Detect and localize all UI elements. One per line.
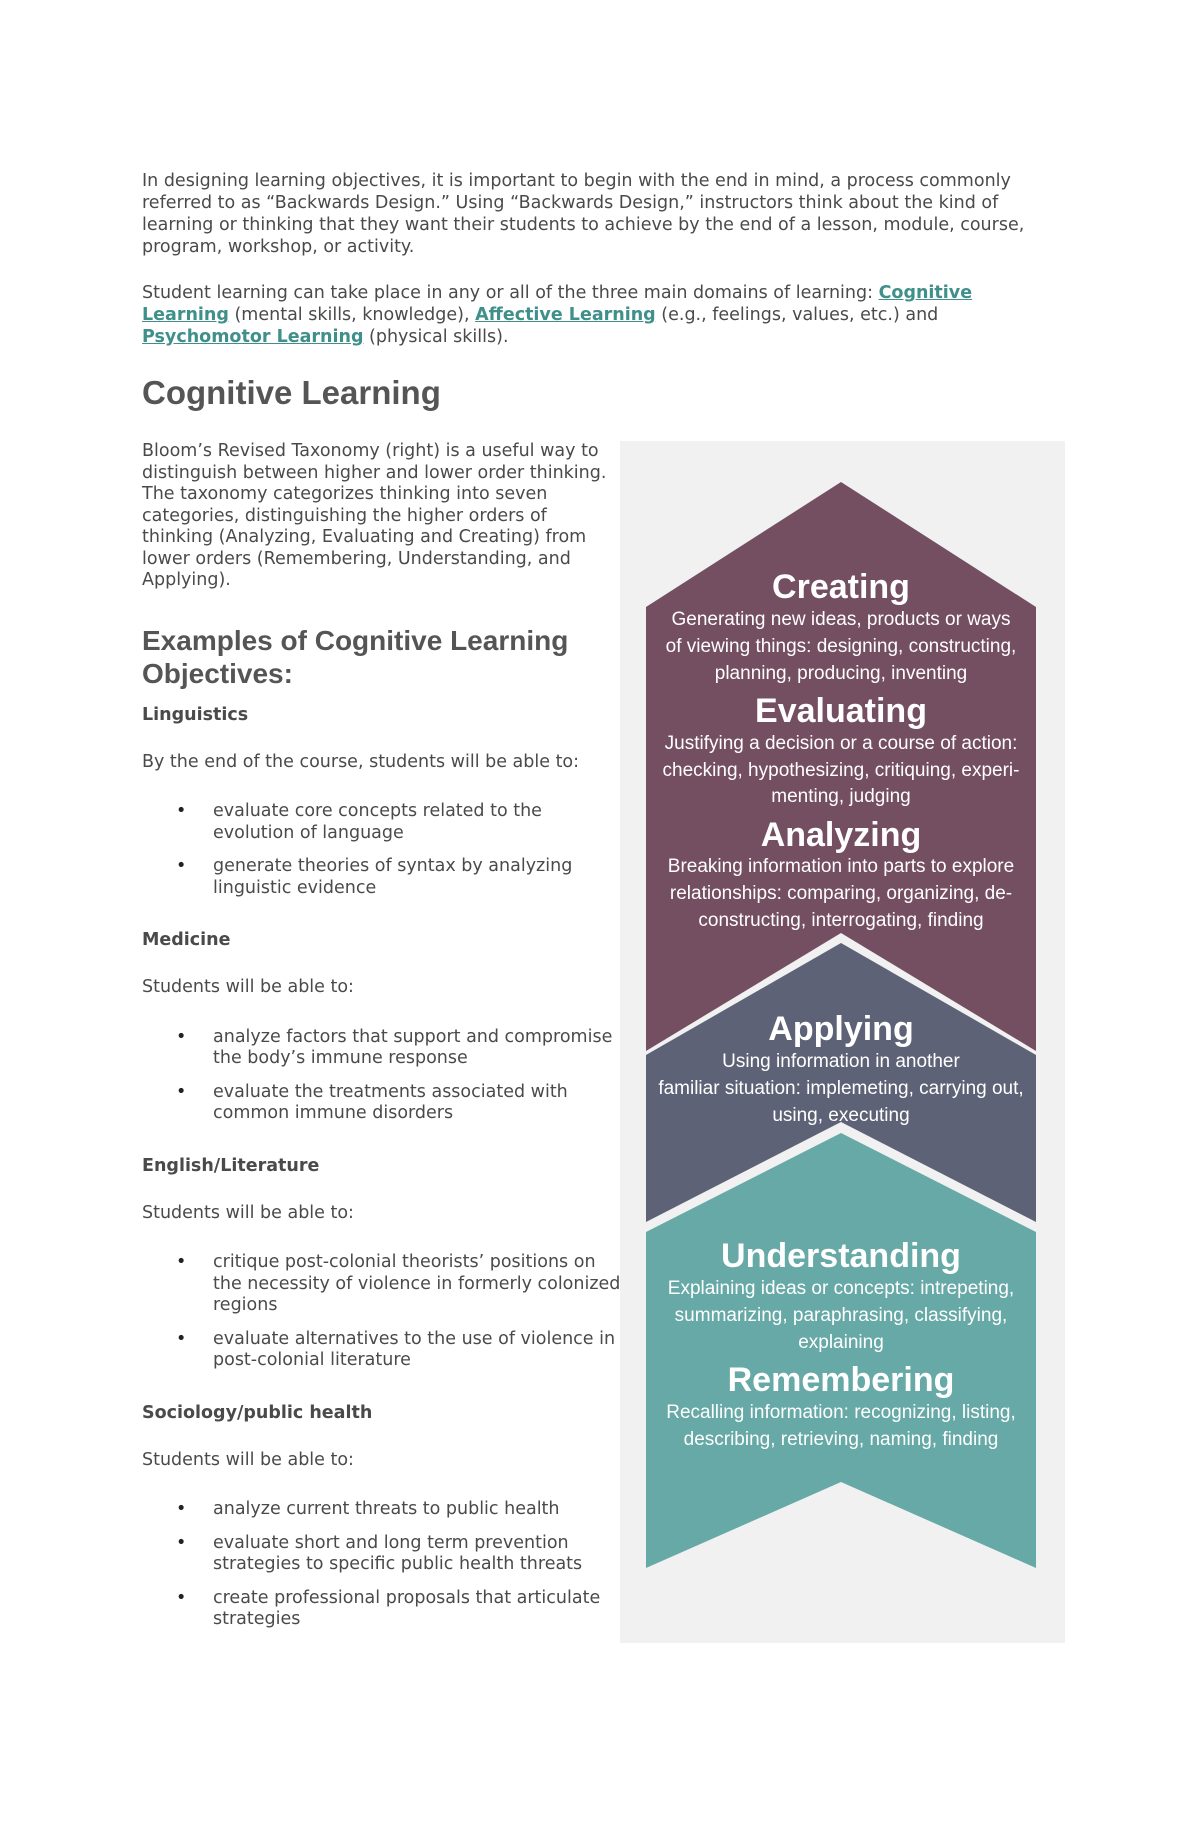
examples-title: Examples of Cognitive Learning Objectives: [142,624,569,689]
subject-heading: Sociology/public health [142,1402,373,1423]
level-title: Analyzing [760,816,922,854]
level-title: Understanding [721,1237,961,1275]
taxonomy-diagram [620,441,1065,1643]
left-column [142,441,622,1643]
level-title: Creating [772,568,910,606]
level-title: Applying [768,1010,914,1048]
affective-learning-link[interactable]: Affective Learning [475,305,656,325]
objective-lead: By the end of the course, students will be able to: [142,751,580,772]
level-title: Evaluating [755,692,927,730]
level-description-line: Recalling information: recognizing, listing, [666,1402,1016,1423]
list-item: • generate theories of syntax by analyzing linguistic evidence [213,856,622,899]
level-description-line: summarizing, paraphrasing, classifying, [674,1305,1008,1326]
list-item: • analyze factors that support and compromise the body’s immune response [213,1027,622,1070]
level-description-line: Generating new ideas, products or ways [671,609,1011,630]
objective-list [142,1252,622,1372]
list-item: • evaluate core concepts related to the evolution of language [213,801,622,844]
level-description-line: explaining [798,1332,884,1353]
objective-lead: Students will be able to: [142,1202,354,1223]
objective-list [142,801,622,899]
intro-paragraph: In designing learning objectives, it is important to begin with the end in mind, a process commonly referred to as “Backwards Design.” Using “Backwards Design,” instructors think about the kind of learning or thinking that they want their students to achieve by the end of a lesson, module, course, program, workshop, or activity. [142,171,1025,257]
domains-paragraph: Student learning can take place in any or all of the three main domains of learning: Cognitive Learning (mental skills, knowledge), Affective Learning (e.g., feelings, values, etc.) and Psychomotor Learning (physical skills). [142,283,973,347]
level-description-line: using, executing [772,1105,910,1126]
level-description-line: planning, producing, inventing [714,663,968,684]
objective-list [142,1499,622,1631]
objective-list [142,1027,622,1125]
level-description-line: Using information in another [722,1051,960,1072]
level-description-line: checking, hypothesizing, critiquing, experi- [662,760,1020,781]
level-title: Remembering [727,1361,955,1399]
blooms-taxonomy-figure [620,441,1065,1643]
blooms-paragraph: Bloom’s Revised Taxonomy (right) is a useful way to distinguish between higher and lower order thinking. The taxonomy categorizes thinking into seven categories, distinguishing the higher orders of thinking (Analyzing, Evaluating and Creating) from lower orders (Remembering, Understanding, and Applying). [142,441,607,590]
cognitive-learning-link[interactable]: Cognitive Learning [142,283,973,325]
subject-heading: Medicine [142,930,231,950]
objective-lead: Students will be able to: [142,1449,354,1470]
level-description-line: constructing, interrogating, finding [698,910,984,931]
section-title: Cognitive Learning [142,374,441,411]
subject-heading: English/Literature [142,1155,320,1176]
level-description-line: of viewing things: designing, constructing, [665,636,1017,657]
list-item: • evaluate alternatives to the use of violence in post-colonial literature [213,1329,622,1372]
list-item: • analyze current threats to public health [213,1499,622,1521]
list-item: • critique post-colonial theorists’ positions on the necessity of violence in formerly colonized regions [213,1252,622,1317]
level-description-line: Breaking information into parts to explore [667,856,1015,877]
level-description-line: Justifying a decision or a course of action: [664,733,1018,754]
psychomotor-learning-link[interactable]: Psychomotor Learning [142,327,364,347]
list-item: • evaluate the treatments associated with common immune disorders [213,1082,622,1125]
level-description-line: relationships: comparing, organizing, de- [669,883,1013,904]
objective-lead: Students will be able to: [142,977,354,997]
list-item: • evaluate short and long term prevention strategies to specific public health threats [213,1533,622,1576]
level-description-line: describing, retrieving, naming, finding [683,1429,999,1450]
level-description-line: familiar situation: implemeting, carrying out, [658,1078,1024,1099]
subject-heading: Linguistics [142,704,249,725]
level-description-line: menting, judging [771,786,911,807]
list-item: • create professional proposals that articulate strategies [213,1588,622,1631]
level-description-line: Explaining ideas or concepts: intrepeting, [667,1278,1015,1299]
